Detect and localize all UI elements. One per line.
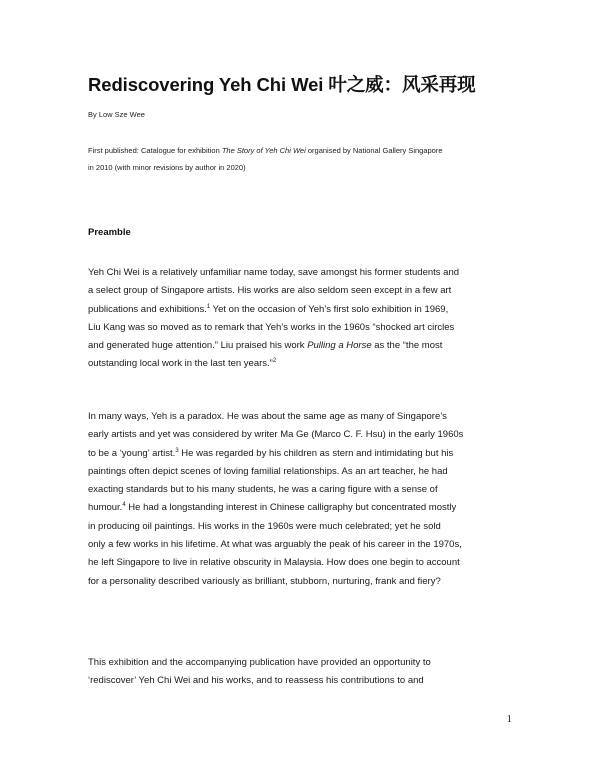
first-published-suffix: organised by National Gallery Singapore	[305, 146, 443, 155]
text-line: Liu Kang was so moved as to remark that Yeh’s works in the 1960s “shocked art circles	[88, 321, 455, 333]
text-line: paintings often depict scenes of loving familial relationships. As an art teacher, he had	[88, 465, 448, 477]
footnote-ref[interactable]: 2	[272, 358, 277, 365]
paragraph-3	[88, 654, 524, 691]
page-number: 1	[506, 713, 512, 725]
text-line: and generated huge attention.” Liu praised his work Pulling a Horse as the “the most	[88, 340, 443, 352]
text-line: publications and exhibitions.$^1$ Yet on the occasion of Yeh’s first solo exhibition in 1969,	[88, 303, 449, 315]
text-line: only a few works in his lifetime. At what was arguably the peak of his career in the 1970s,	[88, 539, 462, 551]
paragraph-1	[88, 264, 524, 374]
footnote-ref[interactable]: 3	[175, 447, 179, 454]
first-published-line2: in 2010 (with minor revisions by author in 2020)	[88, 163, 246, 172]
text-line: exacting standards but to his many students, he was a caring figure with a sense of	[88, 484, 438, 496]
exhibition-title: The Story of Yeh Chi Wei	[221, 146, 306, 155]
text-line: a select group of Singapore artists. His works are also seldom seen except in a few art	[88, 285, 452, 297]
footnote-ref[interactable]: 1	[206, 303, 211, 310]
text-line: ‘rediscover’ Yeh Chi Wei and his works, and to reassess his contributions to and	[88, 675, 424, 687]
text-line: outstanding local work in the last ten years.”$^2$	[88, 358, 277, 370]
section-heading: Preamble	[88, 227, 131, 238]
text-line: In many ways, Yeh is a paradox. He was about the same age as many of Singapore’s	[88, 411, 447, 422]
first-published-prefix: First published: Catalogue for exhibition	[88, 146, 222, 155]
text-line: early artists and yet was considered by writer Ma Ge (Marco C. F. Hsu) in the early 1960s	[88, 429, 464, 441]
paragraph-2	[88, 408, 524, 591]
footnote-ref[interactable]: 4	[122, 502, 126, 509]
text-line: Yeh Chi Wei is a relatively unfamiliar name today, save amongst his former students and	[88, 267, 460, 278]
text-line: in producing oil paintings. His works in the 1960s were much celebrated; yet he sold	[88, 520, 441, 532]
text-line: to be a ‘young’ artist.$^3$ He was regarded by his children as stern and intimidating but his	[88, 447, 454, 459]
byline: By Low Sze Wee	[88, 110, 145, 119]
text-line: for a personality described variously as brilliant, stubborn, nurturing, frank and fiery?	[88, 575, 441, 587]
text-line: This exhibition and the accompanying publication have provided an opportunity to	[88, 657, 431, 668]
artwork-title: Pulling a Horse	[307, 340, 372, 352]
document-title: Rediscovering Yeh Chi Wei 叶之威：风采再现	[88, 74, 476, 95]
first-published-note	[88, 142, 528, 176]
text-line: humour.$^4$ He had a longstanding interest in Chinese calligraphy but concentrated mostly	[88, 502, 457, 514]
text-line: he left Singapore to live in relative obscurity in Malaysia. How does one begin to account	[88, 557, 460, 569]
